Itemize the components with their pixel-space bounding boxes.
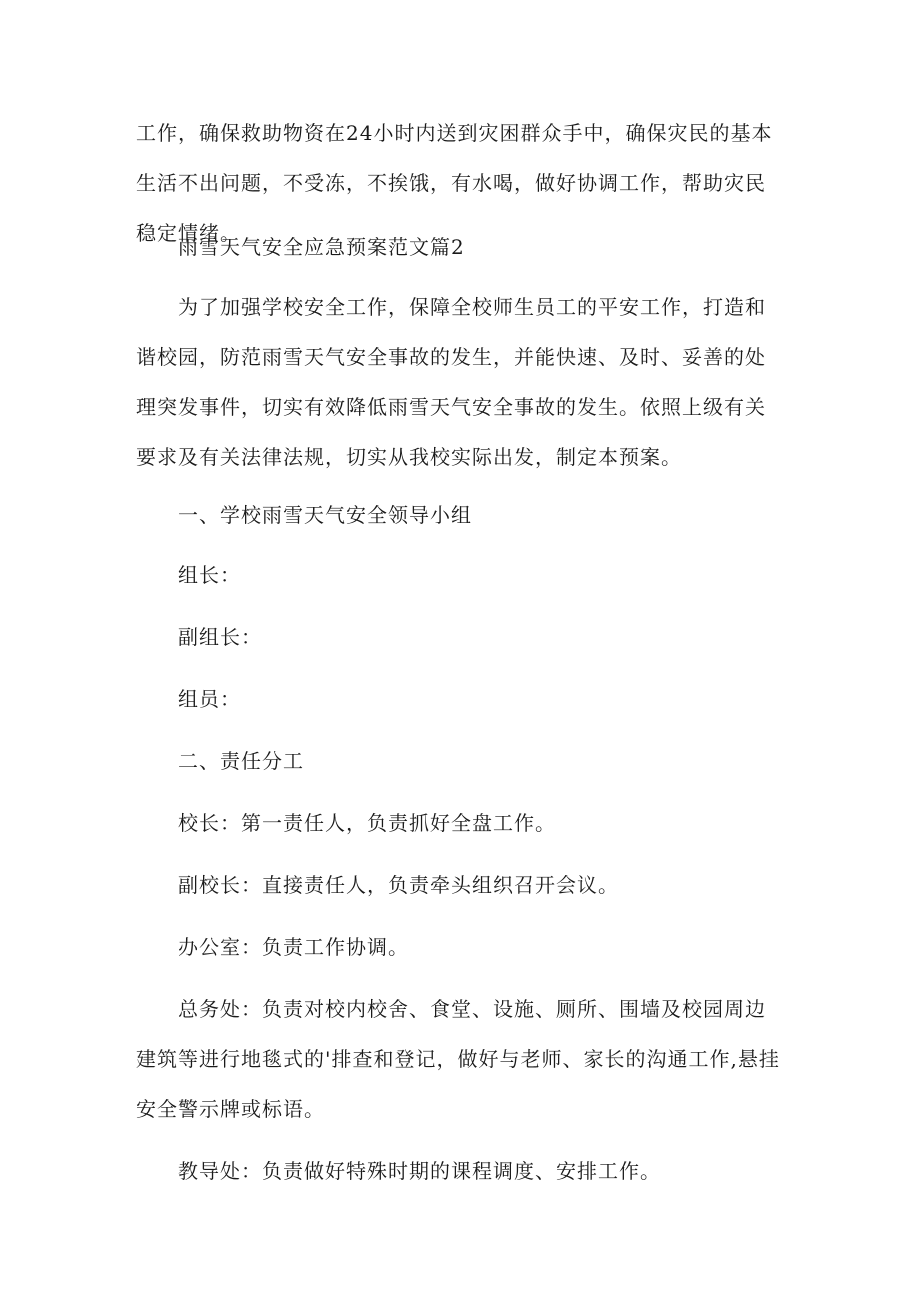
section-heading-article-2: 雨雪天气安全应急预案范文篇2 [178, 235, 465, 259]
duty-academic-affairs: 教导处：负责做好特殊时期的课程调度、安排工作。 [178, 1159, 661, 1183]
paragraph-relief-continuation: 工作，确保救助物资在24小时内送到灾困群众手中，确保灾民的基本生活不出问题，不受冻，不挨饿，有水喝，做好协调工作，帮助灾民稳定情绪。 [136, 121, 773, 245]
heading-responsibilities: 二、责任分工 [178, 749, 304, 773]
duty-office: 办公室：负责工作协调。 [178, 935, 409, 959]
heading-leadership-group: 一、学校雨雪天气安全领导小组 [178, 503, 472, 527]
duty-vice-principal: 副校长：直接责任人，负责牵头组织召开会议。 [178, 873, 619, 897]
paragraph-purpose: 为了加强学校安全工作，保障全校师生员工的平安工作，打造和谐校园，防范雨雪天气安全事故的发生，并能快速、及时、妥善的处理突发事件，切实有效降低雨雪天气安全事故的发生。依照上级有关要求及有关法律法规，切实从我校实际出发，制定本预案。 [136, 295, 766, 469]
label-group-leader: 组长： [178, 563, 241, 587]
label-members: 组员： [178, 687, 241, 711]
duty-general-affairs: 总务处：负责对校内校舍、食堂、设施、厕所、围墙及校园周边建筑等进行地毯式的'排查和登记，做好与老师、家长的沟通工作,悬挂安全警示牌或标语。 [136, 997, 780, 1121]
duty-principal: 校长：第一责任人，负责抓好全盘工作。 [178, 811, 556, 835]
label-deputy-leader: 副组长： [178, 625, 262, 649]
